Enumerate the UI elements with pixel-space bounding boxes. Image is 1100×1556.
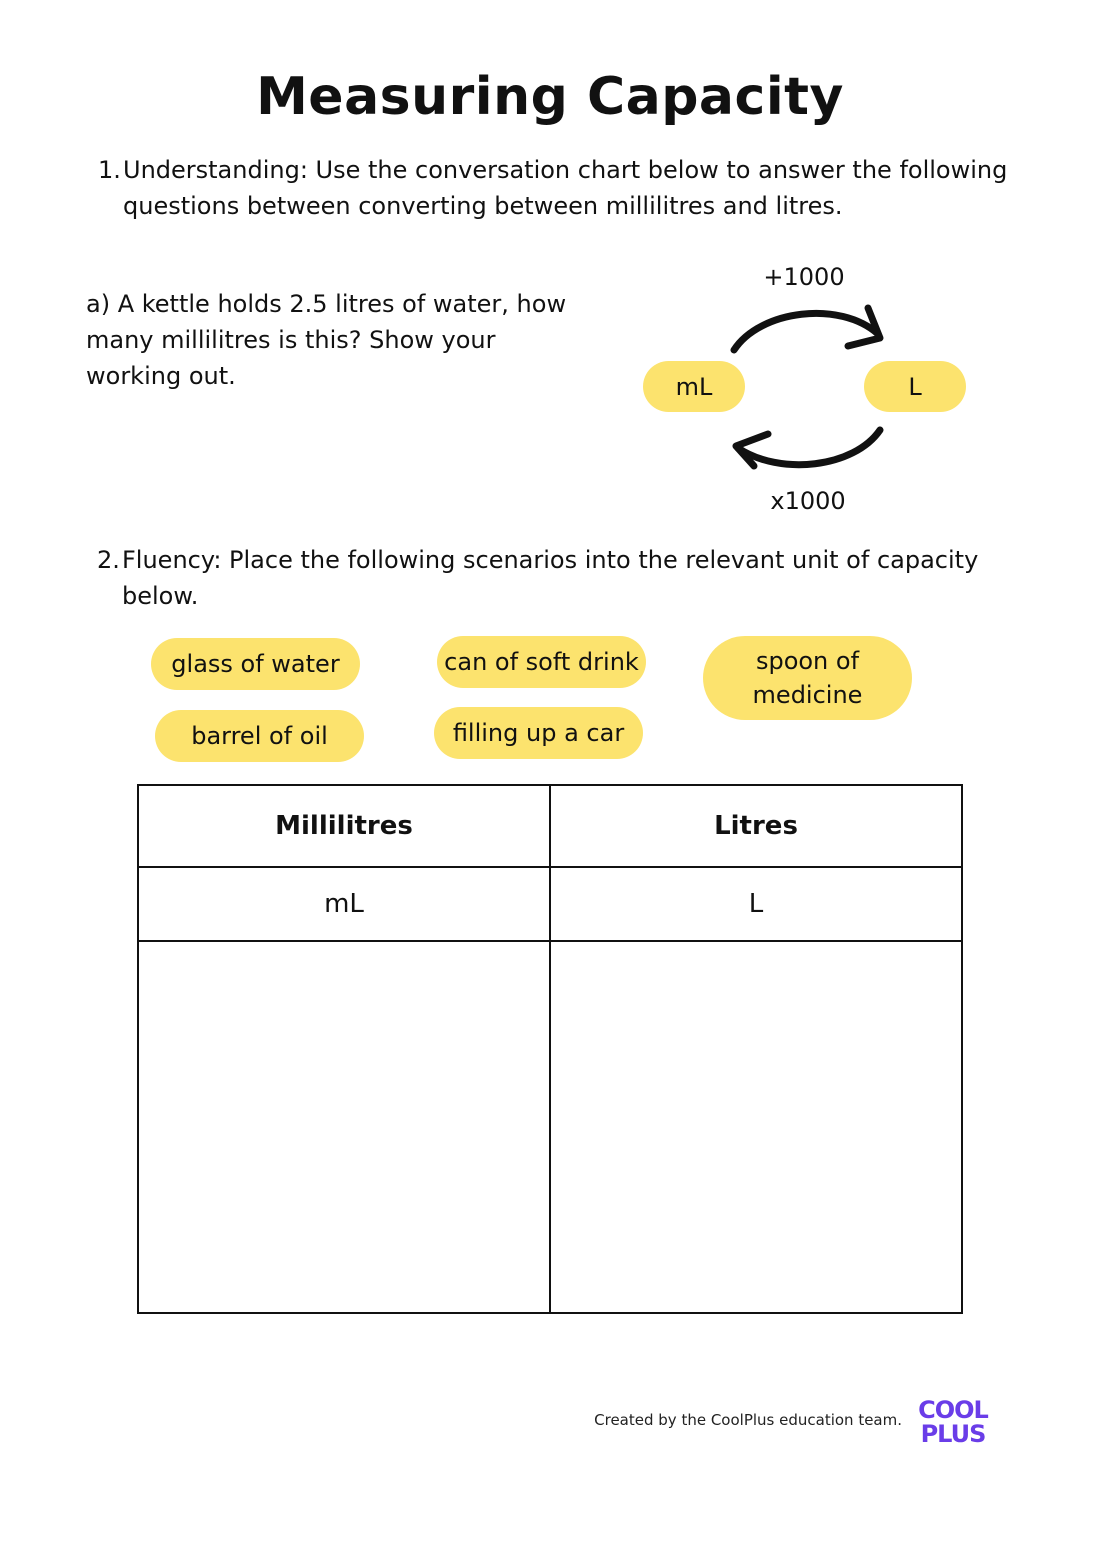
scenario-pill-spoon-of-medicine[interactable] <box>703 636 912 720</box>
table-symbol-row <box>138 867 962 941</box>
question-1a-line-2: many millilitres is this? Show your <box>86 326 496 354</box>
table-header-row <box>138 785 962 867</box>
scenario-pill-can-of-soft-drink[interactable]: can of soft drink <box>437 636 646 688</box>
logo-line-1: COOL <box>918 1396 988 1424</box>
page-title: Measuring Capacity <box>256 67 844 127</box>
column-header-litres: Litres <box>550 785 962 867</box>
capacity-sort-table <box>137 784 963 1314</box>
column-header-millilitres: Millilitres <box>138 785 550 867</box>
bottom-operation-label: x1000 <box>770 487 846 515</box>
question-2-number: 2. <box>97 546 120 574</box>
unit-pill-ml: mL <box>643 361 745 412</box>
question-2-line-2: below. <box>122 582 199 610</box>
scenario-pill-glass-of-water[interactable]: glass of water <box>151 638 360 690</box>
column-symbol-ml: mL <box>138 867 550 941</box>
scenario-pill-spoon-line-1: spoon of <box>755 647 860 675</box>
table-answer-row <box>138 941 962 1313</box>
question-1-line-2: questions between converting between millilitres and litres. <box>123 192 843 220</box>
top-arrow-icon <box>734 308 880 350</box>
bottom-arrow-icon <box>736 430 880 466</box>
scenario-pill-filling-up-a-car[interactable]: filling up a car <box>434 707 643 759</box>
unit-pill-l: L <box>864 361 966 412</box>
footer-credit: Created by the CoolPlus education team. <box>594 1411 902 1429</box>
question-1-text <box>123 152 1063 224</box>
litres-drop-zone[interactable] <box>550 941 962 1313</box>
question-1a-line-3: working out. <box>86 362 236 390</box>
millilitres-drop-zone[interactable] <box>138 941 550 1313</box>
question-1-line-1: Understanding: Use the conversation chart below to answer the following <box>123 156 1008 184</box>
question-1a-line-1: a) A kettle holds 2.5 litres of water, how <box>86 290 567 318</box>
question-2-text <box>122 542 1062 614</box>
question-2-line-1: Fluency: Place the following scenarios into the relevant unit of capacity <box>122 546 979 574</box>
top-operation-label: +1000 <box>763 263 845 291</box>
coolplus-logo <box>912 1398 994 1448</box>
scenario-pill-spoon-line-2: medicine <box>752 681 863 709</box>
logo-line-2: PLUS <box>920 1420 986 1448</box>
scenario-pill-barrel-of-oil[interactable]: barrel of oil <box>155 710 364 762</box>
question-1-number: 1. <box>98 156 121 184</box>
column-symbol-l: L <box>550 867 962 941</box>
question-1a-text <box>86 286 586 394</box>
